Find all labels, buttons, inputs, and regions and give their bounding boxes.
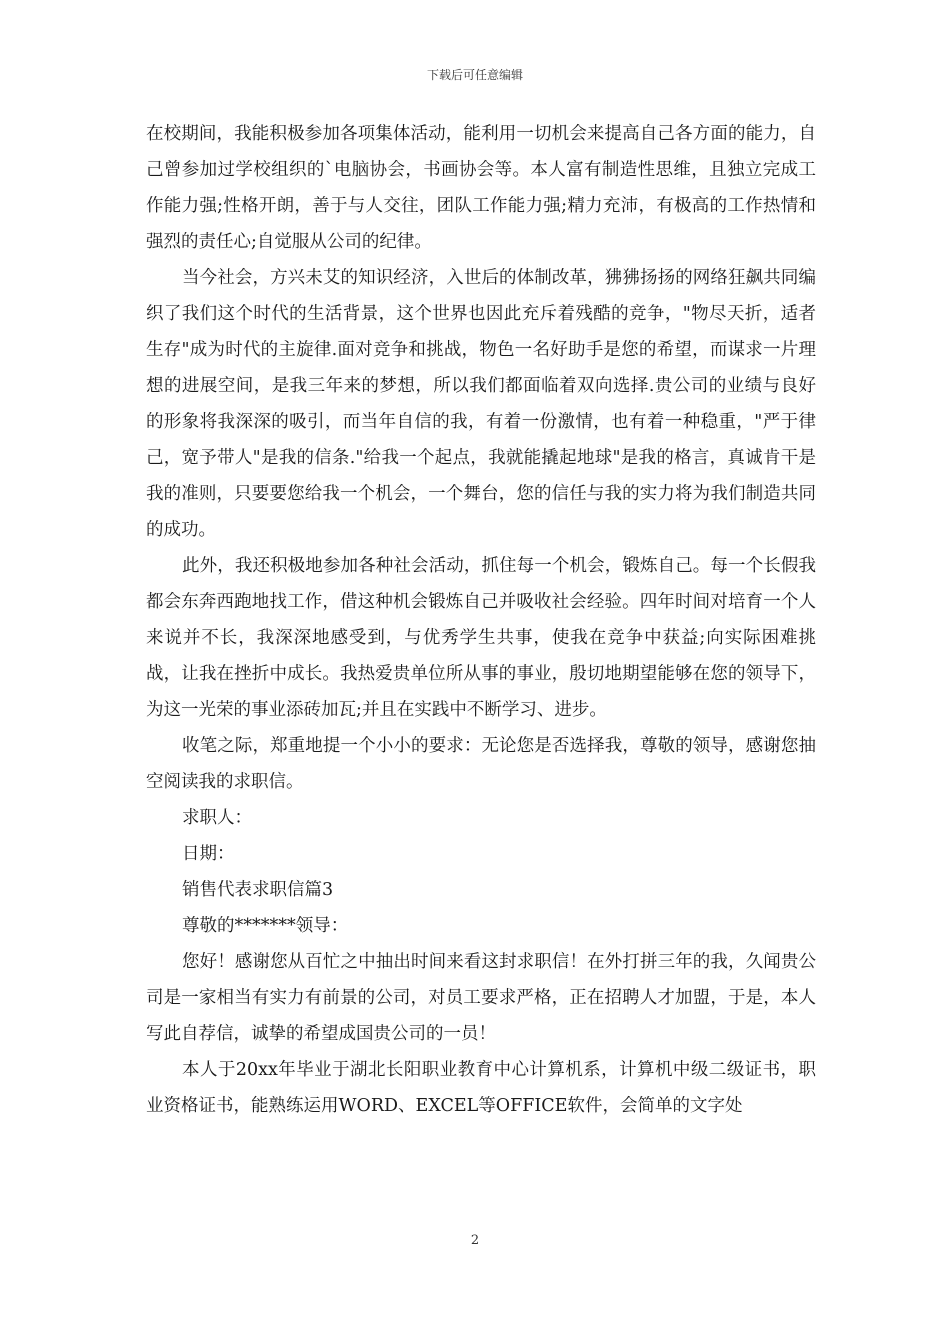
paragraph-campus-activities: 在校期间，我能积极参加各项集体活动，能利用一切机会来提高自己各方面的能力，自己曾参加过学校组织的`电脑协会，书画协会等。本人富有制造性思维，且独立完成工作能力强;性格开朗，善于与人交往，团队工作能力强;精力充沛，有极高的工作热情和强烈的责任心;自觉服从公司的纪律。 [146,124,816,252]
paragraph-education: 本人于20xx年毕业于湖北长阳职业教育中心计算机系，计算机中级二级证书，职业资格证书，能熟练运用WORD、EXCEL等OFFICE软件，会简单的文字处 [146,1060,816,1116]
section-title: 销售代表求职信篇3 [182,880,334,900]
signature-date: 日期： [182,844,235,864]
paragraph-greeting: 您好！感谢您从百忙之中抽出时间来看这封求职信！在外打拼三年的我，久闻贵公司是一家相当有实力有前景的公司，对员工要求严格，正在招聘人才加盟，于是，本人写此自荐信，诚挚的希望成国贵公司的一员！ [146,952,816,1044]
page-header: 下载后可任意编辑 [426,68,523,82]
paragraph-closing: 收笔之际，郑重地提一个小小的要求：无论您是否选择我，尊敬的领导，感谢您抽空阅读我的求职信。 [146,736,816,792]
signature-applicant: 求职人： [182,808,252,828]
salutation: 尊敬的*******领导： [182,916,349,936]
paragraph-society-competition: 当今社会，方兴未艾的知识经济，入世后的体制改革，狒狒扬扬的网络狂飙共同编织了我们这个时代的生活背景，这个世界也因此充斥着残酷的竞争，"物尽天折，适者生存"成为时代的主旋律.面对竞争和挑战，物色一名好助手是您的希望，而谋求一片理想的进展空间，是我三年来的梦想，所以我们都面临着双向选择.贵公司的业绩与良好的形象将我深深的吸引，而当年自信的我，有着一份激情，也有着一种稳重，"严于律己，宽予带人"是我的信条."给我一个起点，我就能撬起地球"是我的格言，真诚肯干是我的准则，只要要您给我一个机会，一个舞台，您的信任与我的实力将为我们制造共同的成功。 [146,268,816,540]
page-number: 2 [470,1233,480,1248]
paragraph-social-activities: 此外，我还积极地参加各种社会活动，抓住每一个机会，锻炼自己。每一个长假我都会东奔西跑地找工作，借这种机会锻炼自己并吸收社会经验。四年时间对培育一个人来说并不长，我深深地感受到，与优秀学生共事，使我在竞争中获益;向实际困难挑战，让我在挫折中成长。我热爱贵单位所从事的事业，殷切地期望能够在您的领导下，为这一光荣的事业添砖加瓦;并且在实践中不断学习、进步。 [146,556,816,720]
document-body [146,116,816,1124]
